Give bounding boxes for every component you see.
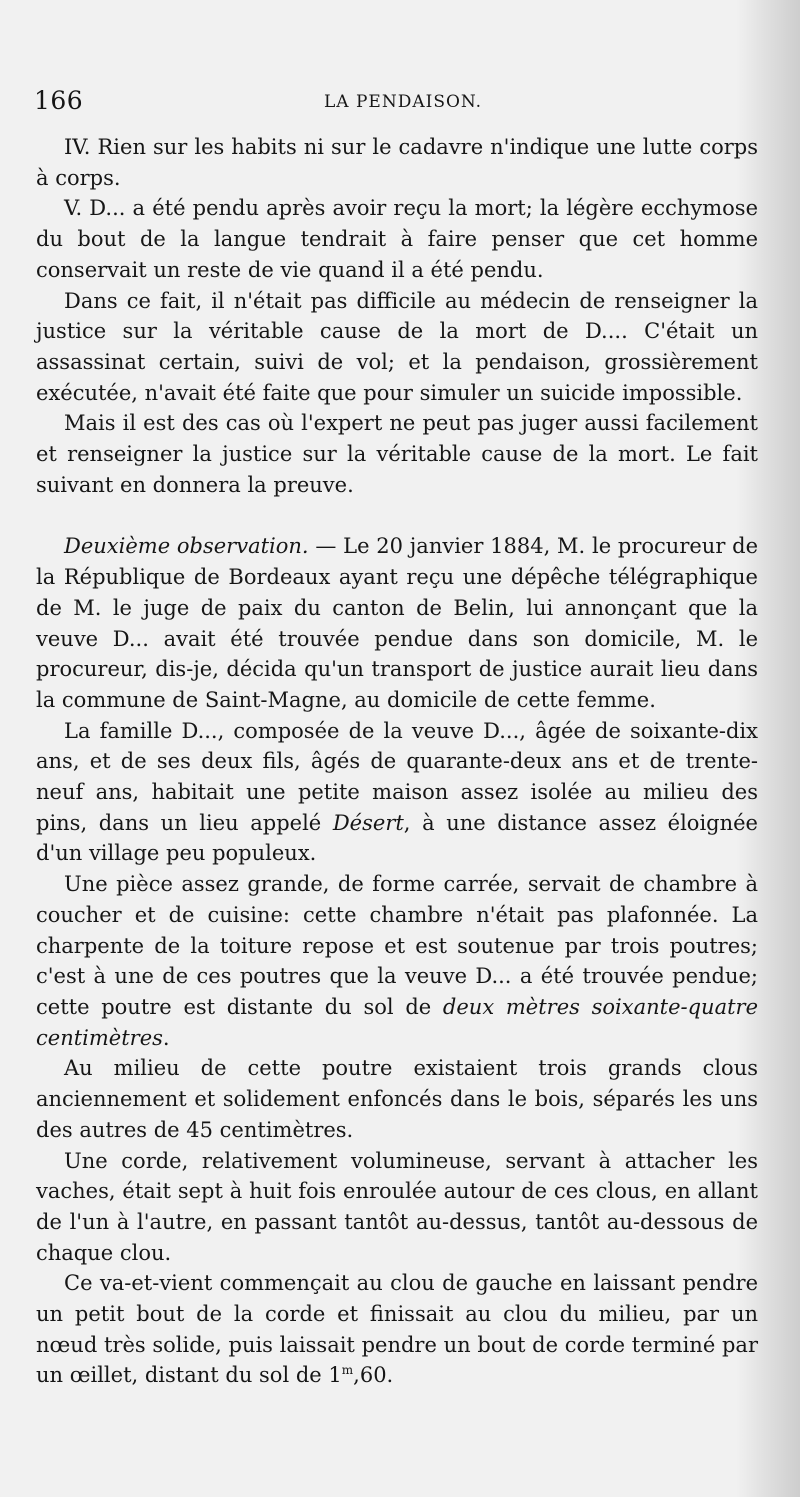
- place-name: Désert: [332, 810, 404, 835]
- paragraph-family: [36, 716, 758, 870]
- paragraph-conclusion: Dans ce fait, il n'était pas difficile au médecin de renseigner la justice sur la véritable cause de la mort de D.... C'était un assassinat certain, suivi de vol; et la pendaison, grossièrement exécutée, n'avait été faite que pour simuler un suicide impossible.: [36, 288, 758, 405]
- beam-height: deux mètres soixante-quatre centimètres: [36, 994, 758, 1050]
- room-text-end: .: [162, 1025, 170, 1050]
- room-text: Une pièce assez grande, de forme carrée, servait de chambre à coucher et de cuisine: cette chambre n'était pas plafonnée. La charpente de la toiture repose et est soutenue par trois poutres; c'est à une de ces poutres que la veuve D... a été trouvée pendue; cette poutre est distante du sol de: [36, 872, 758, 1019]
- family-text-end: , à une distance assez éloignée d'un village peu populeux.: [36, 810, 758, 866]
- running-title: LA PENDAISON.: [324, 92, 483, 112]
- family-text: La famille D..., composée de la veuve D..., âgée de soixante-dix ans, et de ses deux fils, âgés de quarante-deux ans et de trente-neuf ans, habitait une petite maison assez isolée au milieu des pins, dans un lieu appelé: [36, 718, 758, 835]
- observation-text: — Le 20 janvier 1884, M. le procureur de la République de Bordeaux ayant reçu une dépêche télégraphique de M. le juge de paix du canton de Belin, lui annonçant que la veuve D... avait été trouvée pendue dans son domicile, M. le procureur, dis-je, décida qu'un transport de justice aurait lieu dans la commune de Saint-Magne, au domicile de cette femme.: [36, 534, 758, 712]
- observation-title: Deuxième observation.: [64, 534, 309, 559]
- paragraph-iv: IV. Rien sur les habits ni sur le cadavre n'indique une lutte corps à corps.: [36, 135, 758, 190]
- paragraph-rope: Une corde, relativement volumineuse, servant à attacher les vaches, était sept à huit fois enroulée autour de ces clous, en allant de l'un à l'autre, en passant tantôt au-dessus, tantôt au-dessous de chaque clou.: [36, 1148, 758, 1265]
- paragraph-transition: Mais il est des cas où l'expert ne peut pas juger aussi facilement et renseigner la justice sur la véritable cause de la mort. Le fait suivant en donnera la preuve.: [36, 411, 758, 497]
- paragraph-second-observation: [36, 531, 758, 715]
- paragraph-v: V. D... a été pendu après avoir reçu la mort; la légère ecchymose du bout de la langue tendrait à faire penser que cet homme conservait un reste de vie quand il a été pendu.: [36, 196, 758, 282]
- paragraph-knot: [36, 1268, 758, 1391]
- knot-text-end: ,60.: [353, 1363, 394, 1388]
- page-header: [34, 86, 754, 120]
- knot-text: Ce va-et-vient commençait au clou de gauche en laissant pendre un petit bout de la corde et finissait au clou du milieu, par un nœud très solide, puis laissait pendre un bout de corde terminé par un œillet, distant du sol de 1: [36, 1271, 758, 1388]
- page-number: 166: [34, 86, 84, 115]
- paragraph-room: [36, 869, 758, 1053]
- body-text: [36, 132, 758, 1391]
- meter-superscript: m: [341, 1363, 354, 1378]
- paragraph-nails: Au milieu de cette poutre existaient trois grands clous anciennement et solidement enfoncés dans le bois, séparés les uns des autres de 45 centimètres.: [36, 1056, 758, 1142]
